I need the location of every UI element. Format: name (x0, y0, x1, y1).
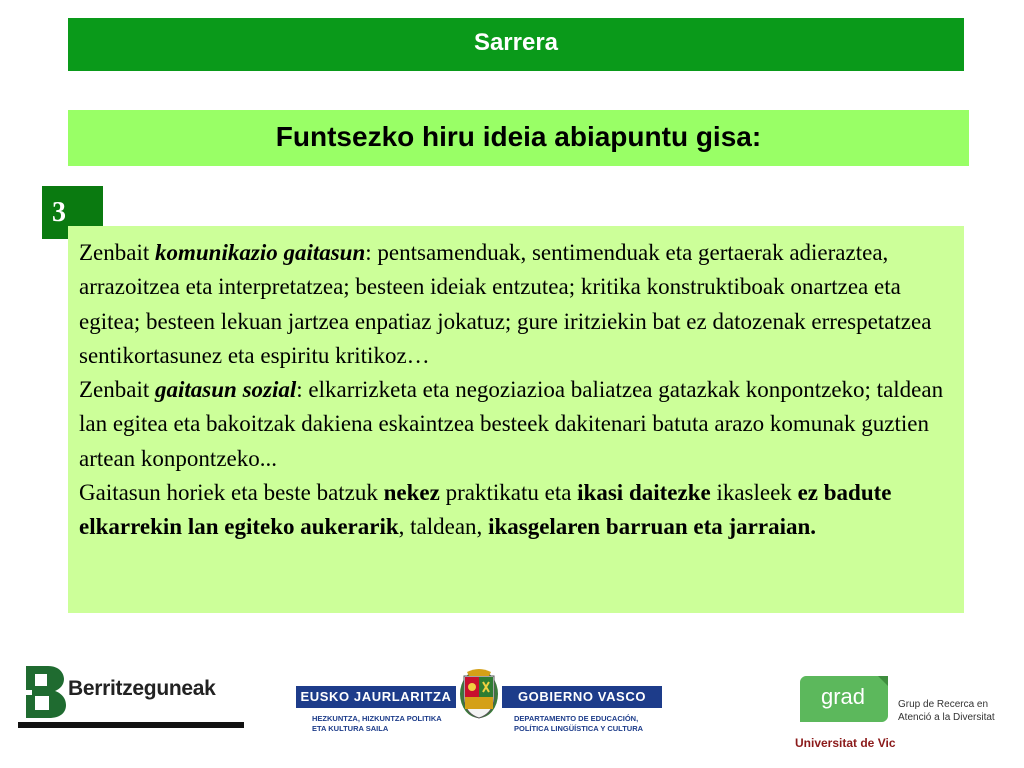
b-letter-icon (24, 664, 68, 720)
text-run: Zenbait (79, 240, 155, 265)
grad-logo-text: grad (821, 684, 866, 709)
berritzegune-name: Berritzeguneak (68, 677, 216, 700)
text-run: : pentsamenduak, sentimenduak eta gertaerak adieraztea, arrazoitzea eta interpretatzea; besteen ideiak entzutea; kritika konstruktiboak onartzea eta egitea; besteen lekuan jartzea enpatiaz jokatuz; gure iritziekin bat ez datozenak errespetatzea sentikortasunez eta espiritu kritikoz… (79, 240, 932, 368)
emphasis-communication-skill: komunikazio gaitasun (155, 240, 366, 265)
section-header (68, 18, 964, 71)
gov-dept-line: HEZKUNTZA, HIZKUNTZA POLITIKA (312, 714, 442, 723)
gov-dept-spanish (514, 714, 662, 734)
emphasis-can-learn: ikasi daitezke (577, 480, 711, 506)
paragraph-communication (79, 236, 956, 373)
grad-desc-line: Grup de Recerca en (898, 699, 989, 710)
section-title: Sarrera (473, 29, 559, 56)
content-box (68, 226, 964, 613)
grad-description (898, 698, 1010, 724)
coat-of-arms-icon (459, 668, 499, 720)
gov-dept-basque (312, 714, 452, 734)
text-run: Zenbait (79, 377, 155, 403)
paragraph-conclusion (79, 476, 956, 545)
text-run: , taldean, (398, 514, 489, 540)
text-run: praktikatu eta (439, 480, 578, 506)
divider (18, 722, 244, 728)
slide-number: 3 (52, 197, 66, 228)
berritzegune-logo (18, 662, 244, 732)
basque-government-logo (296, 668, 662, 740)
university-name: Universitat de Vic (795, 736, 896, 750)
gov-dept-line: ETA KULTURA SAILA (312, 724, 389, 733)
gov-dept-line: DEPARTAMENTO DE EDUCACIÓN, (514, 714, 639, 723)
gov-bar-spanish: GOBIERNO VASCO (502, 686, 662, 708)
gov-bar-basque: EUSKO JAURLARITZA (296, 686, 456, 708)
emphasis-hardly: nekez (383, 480, 440, 506)
emphasis-no-opportunity: ez badute elkarrekin lan egiteko aukerarik (79, 480, 892, 540)
slide-subtitle: Funtsezko hiru ideia abiapuntu gisa: (275, 121, 762, 152)
slide-subtitle-bar (68, 110, 969, 166)
grad-desc-line: Atenció a la Diversitat (898, 712, 995, 723)
text-run: Gaitasun horiek eta beste batzuk (79, 480, 384, 506)
emphasis-inside-classroom: ikasgelaren barruan eta jarraian. (488, 514, 817, 540)
text-run: : elkarrizketa eta negoziazioa baliatzea gatazkak konpontzeko; taldean lan egitea eta bakoitzak dakiena eskaintzea besteek dakitenari batuta arazo komunak guztien artean konpontzeko... (79, 377, 944, 471)
text-run: ikasleek (710, 480, 798, 506)
grad-logo (795, 676, 1012, 756)
emphasis-social-skill: gaitasun sozial (155, 377, 297, 403)
paragraph-social (79, 373, 956, 476)
gov-dept-line: POLÍTICA LINGÜÍSTICA Y CULTURA (514, 724, 644, 733)
